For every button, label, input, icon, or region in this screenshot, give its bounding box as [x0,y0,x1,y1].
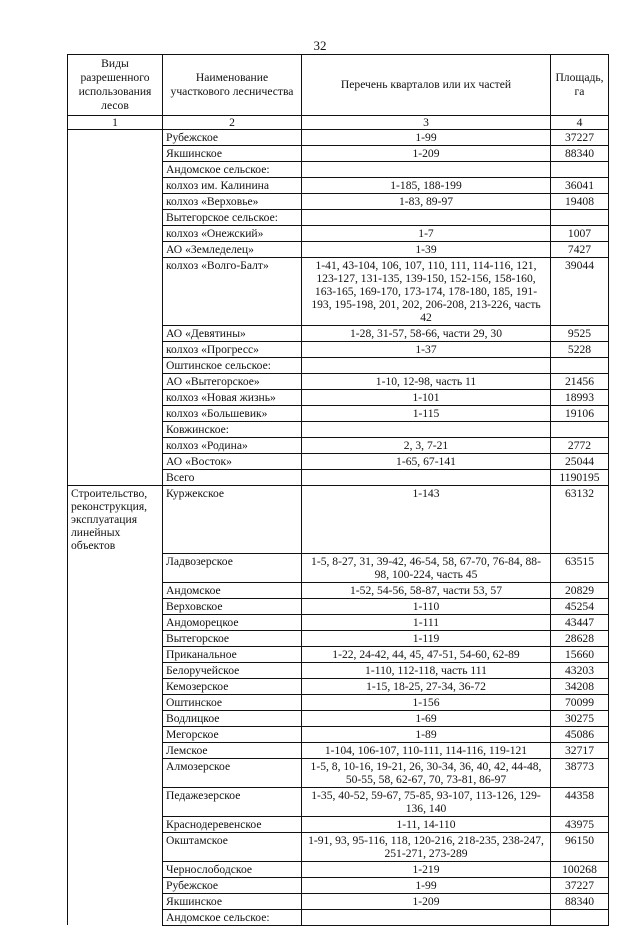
use-type-cell: Строительство, реконструкция, эксплуатация линейных объектов [68,486,163,554]
forestry-name-cell: колхоз «Новая жизнь» [163,390,302,406]
forestry-name-cell: Андомское [163,582,302,598]
quarters-cell [302,358,551,374]
forestry-name-cell: Мегорское [163,726,302,742]
table-row [68,210,609,226]
quarters-cell: 1-41, 43-104, 106, 107, 110, 111, 114-116, 121, 123-127, 131-135, 139-150, 152-156, 158-160, 163-165, 169-170, 173-174, 178-180, 185, 191-193, 195-198, 201, 202, 206-208, 213-226, часть 42 [302,258,551,326]
column-number: 4 [551,116,609,130]
use-type-cell [68,390,163,406]
quarters-cell: 1-115 [302,406,551,422]
table-row [68,553,609,582]
quarters-cell [302,422,551,438]
use-type-cell [68,130,163,146]
table-row [68,358,609,374]
forestry-name-cell: Алмозерское [163,758,302,787]
area-cell: 30275 [551,710,609,726]
quarters-cell [302,470,551,486]
quarters-cell: 1-7 [302,226,551,242]
quarters-cell [302,210,551,226]
column-number: 2 [163,116,302,130]
use-type-cell [68,614,163,630]
forestry-name-cell: Рубежское [163,130,302,146]
forestry-name-cell: Верховское [163,598,302,614]
use-type-cell [68,258,163,326]
use-type-cell [68,646,163,662]
area-cell: 2772 [551,438,609,454]
table-row [68,787,609,816]
forestry-name-cell: Окштамское [163,832,302,861]
quarters-cell: 1-28, 31-57, 58-66, части 29, 30 [302,326,551,342]
forestry-name-cell: Андомское сельское: [163,162,302,178]
area-cell: 19106 [551,406,609,422]
page-number: 32 [313,38,327,53]
forestry-name-cell: Кемозерское [163,678,302,694]
area-cell: 28628 [551,630,609,646]
forestry-name-cell: АО «Вытегорское» [163,374,302,390]
forestry-name-cell: колхоз «Большевик» [163,406,302,422]
table-row [68,582,609,598]
forestry-name-cell: АО «Восток» [163,454,302,470]
use-type-cell [68,226,163,242]
table-row [68,406,609,422]
use-type-cell [68,582,163,598]
quarters-cell: 1-10, 12-98, часть 11 [302,374,551,390]
forestry-name-cell: Педажезерское [163,787,302,816]
use-type-cell [68,816,163,832]
quarters-cell: 1-209 [302,146,551,162]
area-cell [551,422,609,438]
area-cell: 15660 [551,646,609,662]
area-cell: 96150 [551,832,609,861]
forestry-name-cell: Всего [163,470,302,486]
forestry-name-cell: Вытегорское сельское: [163,210,302,226]
area-cell [551,162,609,178]
table-row [68,178,609,194]
use-type-cell [68,694,163,710]
area-cell: 44358 [551,787,609,816]
forestry-name-cell: Белоручейское [163,662,302,678]
quarters-cell: 1-219 [302,861,551,877]
quarters-cell: 1-185, 188-199 [302,178,551,194]
forestry-name-cell: Андомское сельское: [163,909,302,925]
use-type-cell [68,438,163,454]
table-row [68,258,609,326]
area-cell: 7427 [551,242,609,258]
area-cell [551,358,609,374]
header-area: Площадь, га [551,55,609,116]
forestry-name-cell: Куржекское [163,486,302,554]
table-row [68,614,609,630]
forestry-name-cell: Оштинское сельское: [163,358,302,374]
area-cell: 34208 [551,678,609,694]
table-row [68,194,609,210]
quarters-cell: 1-5, 8, 10-16, 19-21, 26, 30-34, 36, 40, 42, 44-48, 50-55, 58, 62-67, 70, 73-81, 86-97 [302,758,551,787]
area-cell: 88340 [551,893,609,909]
use-type-cell [68,358,163,374]
area-cell: 45254 [551,598,609,614]
table-row [68,694,609,710]
use-type-cell [68,893,163,909]
use-type-cell [68,178,163,194]
forestry-name-cell: АО «Девятины» [163,326,302,342]
quarters-cell: 1-11, 14-110 [302,816,551,832]
table-row [68,162,609,178]
quarters-cell: 1-52, 54-56, 58-87, части 53, 57 [302,582,551,598]
use-type-cell [68,630,163,646]
area-cell: 38773 [551,758,609,787]
forestry-name-cell: колхоз «Родина» [163,438,302,454]
use-type-cell [68,470,163,486]
use-type-cell [68,146,163,162]
table-row [68,710,609,726]
forestry-name-cell: Оштинское [163,694,302,710]
quarters-cell: 1-101 [302,390,551,406]
quarters-cell: 2, 3, 7-21 [302,438,551,454]
area-cell: 63132 [551,486,609,554]
forestry-name-cell: Ковжинское: [163,422,302,438]
table-row [68,758,609,787]
use-type-cell [68,342,163,358]
area-cell: 18993 [551,390,609,406]
area-cell [551,909,609,925]
table-row [68,832,609,861]
table-row [68,598,609,614]
area-cell: 25044 [551,454,609,470]
area-cell: 9525 [551,326,609,342]
quarters-cell: 1-89 [302,726,551,742]
table-row [68,909,609,925]
header-use-type: Виды разрешенного использования лесов [68,55,163,116]
forestry-name-cell: колхоз «Верховье» [163,194,302,210]
use-type-cell [68,861,163,877]
quarters-cell: 1-15, 18-25, 27-34, 36-72 [302,678,551,694]
area-cell: 19408 [551,194,609,210]
table-row [68,390,609,406]
table-row [68,226,609,242]
use-type-cell [68,194,163,210]
use-type-cell [68,678,163,694]
table-row [68,646,609,662]
forestry-name-cell: Чернослободское [163,861,302,877]
header-row [68,55,609,116]
quarters-cell: 1-99 [302,877,551,893]
area-cell: 100268 [551,861,609,877]
area-cell: 21456 [551,374,609,390]
forestry-name-cell: Краснодеревенское [163,816,302,832]
forestry-name-cell: Водлицкое [163,710,302,726]
table-row [68,342,609,358]
area-cell: 43447 [551,614,609,630]
table-row [68,877,609,893]
use-type-cell [68,787,163,816]
quarters-cell: 1-5, 8-27, 31, 39-42, 46-54, 58, 67-70, 76-84, 88-98, 100-224, часть 45 [302,553,551,582]
use-type-cell [68,422,163,438]
table-row [68,861,609,877]
area-cell: 1007 [551,226,609,242]
forestry-name-cell: Вытегорское [163,630,302,646]
use-type-cell [68,326,163,342]
area-cell: 37227 [551,877,609,893]
quarters-cell: 1-110, 112-118, часть 111 [302,662,551,678]
table-row [68,438,609,454]
forestry-name-cell: колхоз им. Калинина [163,178,302,194]
table-row [68,662,609,678]
use-type-cell [68,742,163,758]
table-row [68,893,609,909]
quarters-cell: 1-37 [302,342,551,358]
area-cell: 1190195 [551,470,609,486]
table-row [68,326,609,342]
forestry-name-cell: Лемское [163,742,302,758]
forestry-name-cell: Якшинское [163,893,302,909]
quarters-cell [302,909,551,925]
table-row [68,630,609,646]
area-cell: 37227 [551,130,609,146]
quarters-cell: 1-39 [302,242,551,258]
quarters-cell: 1-143 [302,486,551,554]
column-number: 1 [68,116,163,130]
area-cell: 5228 [551,342,609,358]
table-row [68,486,609,554]
quarters-cell: 1-91, 93, 95-116, 118, 120-216, 218-235, 238-247, 251-271, 273-289 [302,832,551,861]
quarters-cell: 1-69 [302,710,551,726]
use-type-cell [68,710,163,726]
area-cell: 20829 [551,582,609,598]
table-row [68,374,609,390]
quarters-cell: 1-156 [302,694,551,710]
forestry-name-cell: колхоз «Волго-Балт» [163,258,302,326]
quarters-cell: 1-99 [302,130,551,146]
quarters-cell: 1-110 [302,598,551,614]
quarters-cell: 1-22, 24-42, 44, 45, 47-51, 54-60, 62-89 [302,646,551,662]
header-forestry-name: Наименование участкового лесничества [163,55,302,116]
table-row [68,422,609,438]
quarters-cell: 1-104, 106-107, 110-111, 114-116, 119-121 [302,742,551,758]
table-row [68,470,609,486]
table-body [68,130,609,926]
table-row [68,130,609,146]
quarters-cell: 1-65, 67-141 [302,454,551,470]
table-row [68,678,609,694]
area-cell: 43203 [551,662,609,678]
use-type-cell [68,162,163,178]
area-cell: 36041 [551,178,609,194]
forestry-name-cell: АО «Земледелец» [163,242,302,258]
use-type-cell [68,210,163,226]
area-cell: 32717 [551,742,609,758]
area-cell [551,210,609,226]
use-type-cell [68,406,163,422]
area-cell: 43975 [551,816,609,832]
forestry-name-cell: Приканальное [163,646,302,662]
use-type-cell [68,374,163,390]
table-row [68,146,609,162]
header-quarters: Перечень кварталов или их частей [302,55,551,116]
use-type-cell [68,662,163,678]
area-cell: 63515 [551,553,609,582]
table-row [68,816,609,832]
use-type-cell [68,454,163,470]
table-row [68,726,609,742]
column-number-row [68,116,609,130]
use-type-cell [68,242,163,258]
use-type-cell [68,832,163,861]
use-type-cell [68,726,163,742]
use-type-cell [68,598,163,614]
forestry-name-cell: Рубежское [163,877,302,893]
table-row [68,242,609,258]
use-type-cell [68,758,163,787]
forestry-name-cell: Якшинское [163,146,302,162]
table-row [68,742,609,758]
quarters-cell: 1-209 [302,893,551,909]
quarters-cell [302,162,551,178]
table-row [68,454,609,470]
area-cell: 45086 [551,726,609,742]
quarters-cell: 1-83, 89-97 [302,194,551,210]
column-number: 3 [302,116,551,130]
area-cell: 70099 [551,694,609,710]
use-type-cell [68,877,163,893]
quarters-cell: 1-111 [302,614,551,630]
forestry-name-cell: колхоз «Прогресс» [163,342,302,358]
use-type-cell [68,553,163,582]
use-type-cell [68,909,163,925]
forestry-name-cell: колхоз «Онежский» [163,226,302,242]
forestry-name-cell: Ладвозерское [163,553,302,582]
area-cell: 88340 [551,146,609,162]
forest-use-table [67,54,609,926]
forestry-name-cell: Андоморецкое [163,614,302,630]
quarters-cell: 1-35, 40-52, 59-67, 75-85, 93-107, 113-126, 129-136, 140 [302,787,551,816]
quarters-cell: 1-119 [302,630,551,646]
area-cell: 39044 [551,258,609,326]
